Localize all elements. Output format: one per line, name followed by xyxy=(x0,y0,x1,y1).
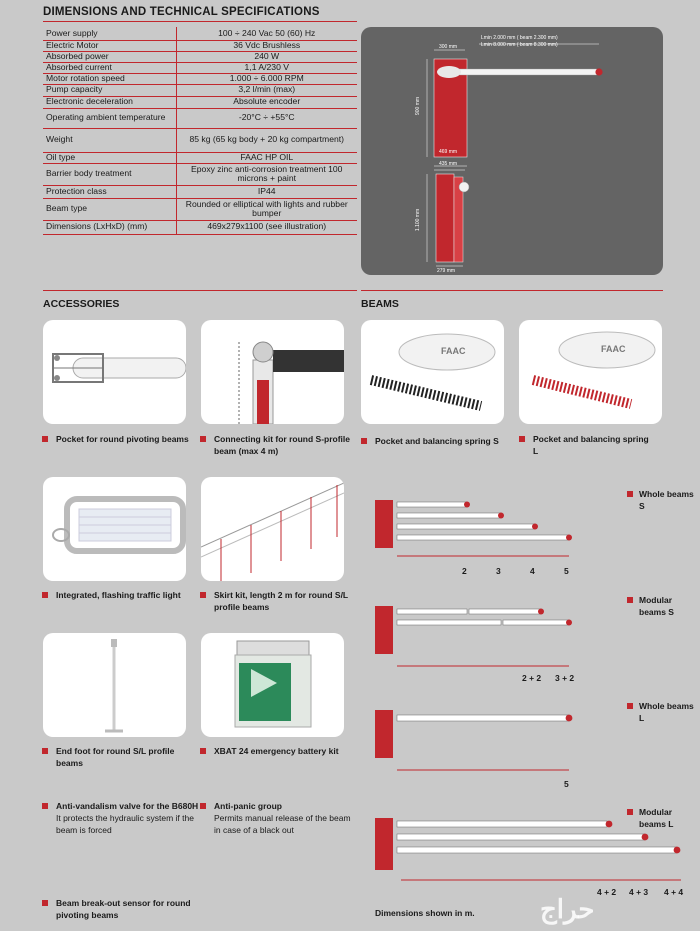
beam-bar xyxy=(397,821,607,827)
spec-value: 1.000 ÷ 6.000 RPM xyxy=(176,73,357,84)
beam-bar xyxy=(503,620,569,625)
spec-value: 240 W xyxy=(176,51,357,62)
scale-tick: 4 + 2 xyxy=(597,887,617,897)
spec-row xyxy=(43,198,357,220)
spec-key: Barrier body treatment xyxy=(43,163,176,185)
connecting-kit-icon xyxy=(201,320,344,424)
scale-tick: 5 xyxy=(564,779,569,789)
watermark: حراج xyxy=(540,894,595,924)
accessory-title: End foot for round S/L profile beams xyxy=(56,746,175,768)
dimensions-diagram xyxy=(361,27,663,275)
lmin-short-label: Lmin 2.000 mm ( beam 2.300 mm) xyxy=(481,35,558,41)
spec-key: Absorbed current xyxy=(43,62,176,73)
bullet-icon xyxy=(200,592,206,598)
beam-tip xyxy=(642,834,649,841)
bullet-icon xyxy=(200,436,206,442)
scale-tick: 3 + 2 xyxy=(555,673,575,683)
bullet-icon xyxy=(361,438,367,444)
beam-pocket xyxy=(437,66,461,78)
spec-row xyxy=(43,73,357,84)
accessory-title: Anti-vandalism valve for the B680H xyxy=(56,801,199,811)
spec-value: 36 Vdc Brushless xyxy=(176,40,357,51)
accessory-title: Connecting kit for round S-profile beam (max 4 m) xyxy=(214,434,350,456)
scale-tick: 4 xyxy=(530,566,535,576)
scale-tick: 4 + 4 xyxy=(664,887,684,897)
beams-title: BEAMS xyxy=(361,298,399,310)
spec-row xyxy=(43,62,357,73)
beam-label-modular-s xyxy=(639,594,699,618)
beam-tip xyxy=(538,609,544,615)
beam-tip-top xyxy=(595,68,602,75)
spec-row xyxy=(43,220,357,234)
beam-group-label: Modular beams S xyxy=(639,595,674,617)
bullet-icon xyxy=(42,900,48,906)
beam-label-modular-l xyxy=(639,806,699,830)
spec-row xyxy=(43,152,357,163)
beam-pocket-spring-l-image xyxy=(519,320,662,424)
beam-tip xyxy=(566,715,573,722)
bullet-icon xyxy=(42,748,48,754)
dim-900-label: 900 mm xyxy=(415,96,422,116)
barrier-body-side xyxy=(436,174,454,262)
scale-tick: 2 xyxy=(462,566,467,576)
accessory-connecting-kit-image xyxy=(201,320,344,424)
skirt-kit-icon xyxy=(201,477,344,581)
accessory-caption-2 xyxy=(214,433,359,457)
spec-value: -20°C ÷ +55°C xyxy=(176,108,357,128)
spec-row xyxy=(43,128,357,152)
faac-logo-s: FAAC xyxy=(441,346,466,356)
spring-l-icon xyxy=(519,320,662,424)
bullet-icon xyxy=(42,436,48,442)
spec-key: Motor rotation speed xyxy=(43,73,176,84)
beam-bar xyxy=(397,620,501,625)
spec-value: 100 ÷ 240 Vac 50 (60) Hz xyxy=(176,27,357,40)
spec-key: Electric Motor xyxy=(43,40,176,51)
accessories-title: ACCESSORIES xyxy=(43,298,120,310)
dim-1100-label: 1.100 mm xyxy=(415,208,422,232)
beam-tip xyxy=(464,502,470,508)
scale-tick: 3 xyxy=(496,566,501,576)
beam-bar xyxy=(397,847,677,853)
bullet-icon xyxy=(627,703,633,709)
bullet-icon xyxy=(519,436,525,442)
scale-tick: 5 xyxy=(564,566,569,576)
beam-bar xyxy=(397,524,535,529)
spec-row xyxy=(43,51,357,62)
dim-469-label: 469 mm xyxy=(439,149,458,155)
spring-s-icon xyxy=(361,320,504,424)
accessory-caption-8 xyxy=(214,800,359,836)
end-foot-icon xyxy=(43,633,186,737)
barrier-post xyxy=(375,500,393,548)
beam-tip xyxy=(566,535,572,541)
accessory-caption-3 xyxy=(56,589,201,601)
beam-accessory-caption-l xyxy=(533,433,653,457)
dim-300-label: 300 mm xyxy=(439,44,458,50)
lmin-long-label: Lmin 8.000 mm ( beam 8.300 mm) xyxy=(481,42,558,48)
accessory-end-foot-image xyxy=(43,633,186,737)
spec-key: Electronic deceleration xyxy=(43,96,176,108)
spec-key: Absorbed power xyxy=(43,51,176,62)
spec-row xyxy=(43,108,357,128)
beam-tip xyxy=(566,620,572,626)
spec-row xyxy=(43,27,357,40)
accessory-battery-image xyxy=(201,633,344,737)
beam-accessory-title: Pocket and balancing spring S xyxy=(375,436,499,446)
accessory-title: Skirt kit, length 2 m for round S/L profile beams xyxy=(214,590,348,612)
spec-value: 1,1 A/230 V xyxy=(176,62,357,73)
spec-key: Power supply xyxy=(43,27,176,40)
beam-accessory-caption-s xyxy=(375,435,520,447)
beam-diagrams xyxy=(361,478,700,918)
spec-value: Epoxy zinc anti-corrosion treatment 100 microns + paint xyxy=(176,163,357,185)
pocket-pivot-icon xyxy=(43,320,186,424)
scale-tick: 4 + 3 xyxy=(629,887,649,897)
spec-value: 85 kg (65 kg body + 20 kg compartment) xyxy=(176,128,357,152)
spec-row xyxy=(43,84,357,96)
beam-tip xyxy=(532,524,538,530)
beam-hub-side xyxy=(459,182,469,192)
dimensions-note: Dimensions shown in m. xyxy=(375,908,475,918)
spec-value: IP44 xyxy=(176,185,357,198)
beam-top xyxy=(457,69,599,75)
barrier-post xyxy=(375,710,393,758)
accessory-caption-9 xyxy=(56,897,201,921)
spec-key: Operating ambient temperature xyxy=(43,108,176,128)
accessory-caption-1 xyxy=(56,433,201,445)
beam-bar xyxy=(397,834,645,840)
accessory-caption-4 xyxy=(214,589,359,613)
beam-diagram-drawing xyxy=(361,478,700,918)
accessory-title: Integrated, flashing traffic light xyxy=(56,590,181,600)
beam-accessory-title: Pocket and balancing spring L xyxy=(533,434,649,456)
accessory-desc: It protects the hydraulic system if the beam is forced xyxy=(56,813,194,835)
beam-bar xyxy=(397,502,467,507)
beam-tip xyxy=(674,847,681,854)
specs-title-rule xyxy=(43,21,357,22)
bullet-icon xyxy=(42,803,48,809)
spec-key: Weight xyxy=(43,128,176,152)
traffic-light-icon xyxy=(43,477,186,581)
beam-tip xyxy=(606,821,613,828)
dim-435-label: 435 mm xyxy=(439,161,458,167)
beam-label-whole-s xyxy=(639,488,699,512)
barrier-drawing xyxy=(361,27,663,275)
accessory-caption-7 xyxy=(56,800,201,836)
accessory-traffic-light-image xyxy=(43,477,186,581)
bullet-icon xyxy=(200,748,206,754)
accessories-rule xyxy=(43,290,357,291)
spec-value: Rounded or elliptical with lights and rubber bumper xyxy=(176,198,357,220)
spec-row xyxy=(43,40,357,51)
spec-key: Oil type xyxy=(43,152,176,163)
spec-value: Absolute encoder xyxy=(176,96,357,108)
scale-tick: 2 + 2 xyxy=(522,673,542,683)
barrier-post xyxy=(375,818,393,870)
beam-pocket-spring-s-image xyxy=(361,320,504,424)
spec-key: Pump capacity xyxy=(43,84,176,96)
beam-group-label: Modular beams L xyxy=(639,807,674,829)
specs-table xyxy=(43,27,357,235)
accessory-caption-6 xyxy=(214,745,359,757)
bullet-icon xyxy=(627,809,633,815)
bullet-icon xyxy=(627,597,633,603)
beams-rule xyxy=(361,290,663,291)
beam-bar xyxy=(469,609,541,614)
beam-group-label: Whole beams S xyxy=(639,489,694,511)
accessory-title: XBAT 24 emergency battery kit xyxy=(214,746,339,756)
beam-label-whole-l xyxy=(639,700,699,724)
accessory-pocket-image xyxy=(43,320,186,424)
beam-group-label: Whole beams L xyxy=(639,701,694,723)
spec-value: FAAC HP OIL xyxy=(176,152,357,163)
beam-bar xyxy=(397,513,501,518)
beam-tip xyxy=(498,513,504,519)
spec-value: 469x279x1100 (see illustration) xyxy=(176,220,357,234)
bullet-icon xyxy=(627,491,633,497)
spec-key: Dimensions (LxHxD) (mm) xyxy=(43,220,176,234)
spec-value: 3,2 l/min (max) xyxy=(176,84,357,96)
battery-icon xyxy=(201,633,344,737)
spec-key: Beam type xyxy=(43,198,176,220)
faac-logo-l: FAAC xyxy=(601,344,626,354)
accessory-desc: Permits manual release of the beam in case of a black out xyxy=(214,813,351,835)
beam-bar xyxy=(397,535,569,540)
specs-title: DIMENSIONS AND TECHNICAL SPECIFICATIONS xyxy=(43,6,320,18)
bullet-icon xyxy=(42,592,48,598)
accessory-title: Pocket for round pivoting beams xyxy=(56,434,189,444)
beam-bar xyxy=(397,715,569,721)
barrier-post xyxy=(375,606,393,654)
bullet-icon xyxy=(200,803,206,809)
accessory-skirt-image xyxy=(201,477,344,581)
beam-bar xyxy=(397,609,467,614)
spec-row xyxy=(43,96,357,108)
dim-279-label: 279 mm xyxy=(437,268,456,274)
accessory-title: Beam break-out sensor for round pivoting beams xyxy=(56,898,191,920)
spec-key: Protection class xyxy=(43,185,176,198)
spec-row xyxy=(43,163,357,185)
accessory-caption-5 xyxy=(56,745,201,769)
spec-row xyxy=(43,185,357,198)
accessory-title: Anti-panic group xyxy=(214,801,282,811)
